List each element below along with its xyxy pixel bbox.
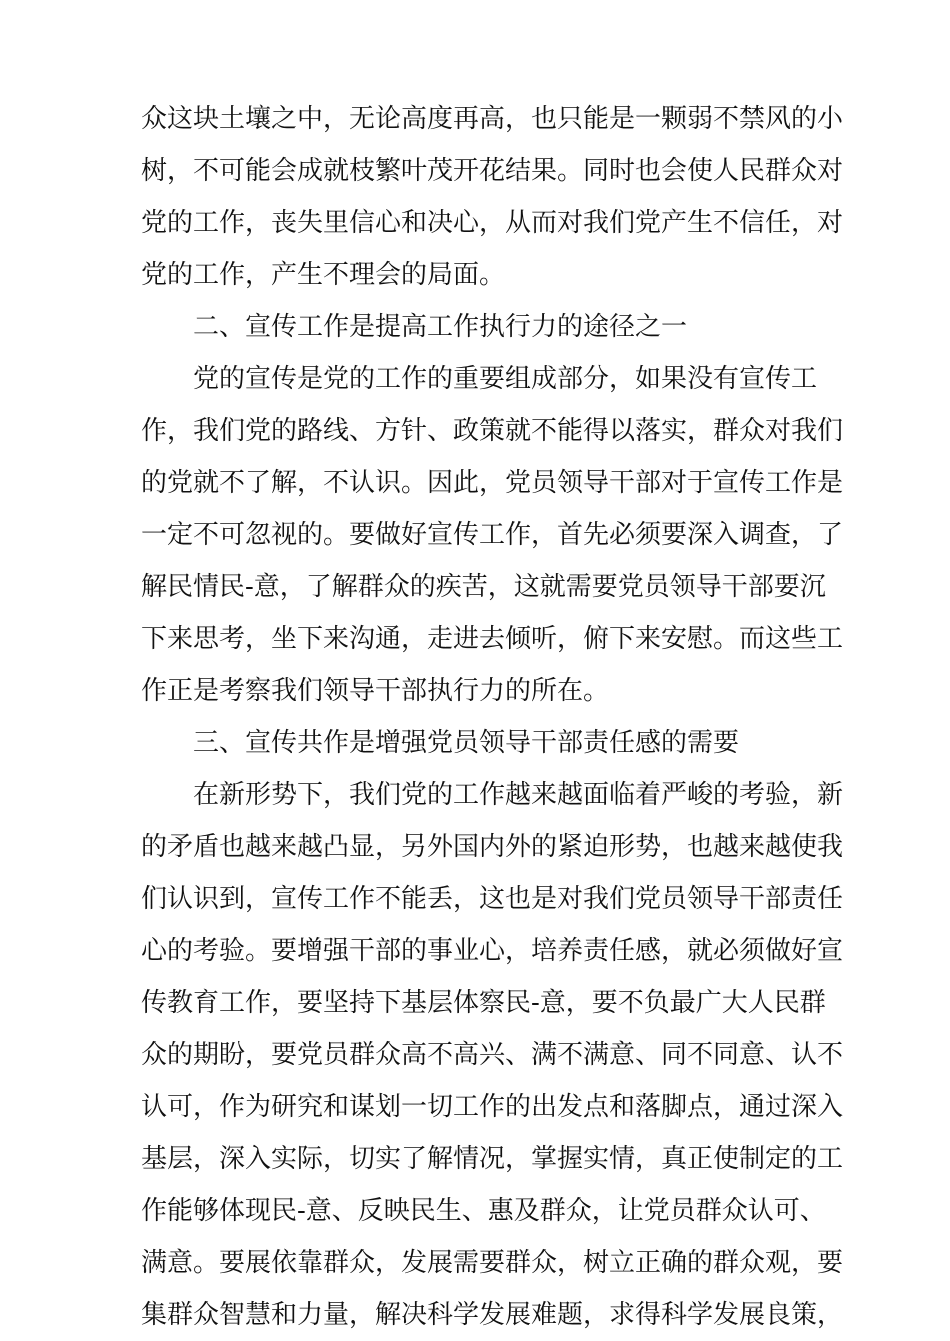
text-line: 三、宣传共作是增强党员领导干部责任感的需要 [193,728,740,758]
text-line: 心的考验。要增强干部的事业心，培养责任感，就必须做好宣 [141,936,844,966]
text-line: 作，我们党的路线、方针、政策就不能得以落实，群众对我们 [141,416,844,446]
text-line: 二、宣传工作是提高工作执行力的途径之一 [193,312,688,342]
text-line: 的矛盾也越来越凸显，另外国内外的紧迫形势，也越来越使我 [141,832,844,862]
text-line: 在新形势下，我们党的工作越来越面临着严峻的考验，新 [193,780,844,810]
document-body [141,93,844,1341]
text-line: 的党就不了解，不认识。因此，党员领导干部对于宣传工作是 [141,468,844,498]
text-line: 众这块土壤之中，无论高度再高，也只能是一颗弱不禁风的小 [141,104,844,134]
text-line: 们认识到，宣传工作不能丢，这也是对我们党员领导干部责任 [141,884,844,914]
text-line: 解民情民-意，了解群众的疾苦，这就需要党员领导干部要沉 [141,572,826,602]
text-line: 党的工作，丧失里信心和决心，从而对我们党产生不信任，对 [141,208,844,238]
text-line: 传教育工作，要坚持下基层体察民-意，要不负最广大人民群 [141,988,826,1018]
text-line: 党的工作，产生不理会的局面。 [141,260,506,290]
text-line: 下来思考，坐下来沟通，走进去倾听，俯下来安慰。而这些工 [141,624,844,654]
text-line: 一定不可忽视的。要做好宣传工作，首先必须要深入调查，了 [141,520,844,550]
text-line: 作能够体现民-意、反映民生、惠及群众，让党员群众认可、 [141,1196,826,1226]
text-line: 集群众智慧和力量，解决科学发展难题，求得科学发展良策， [141,1300,844,1330]
text-line: 满意。要展依靠群众，发展需要群众，树立正确的群众观，要 [141,1248,844,1278]
text-line: 基层，深入实际，切实了解情况，掌握实情，真正使制定的工 [141,1144,844,1174]
text-line: 树，不可能会成就枝繁叶茂开花结果。同时也会使人民群众对 [141,156,844,186]
text-line: 众的期盼，要党员群众高不高兴、满不满意、同不同意、认不 [141,1040,844,1070]
text-line: 作正是考察我们领导干部执行力的所在。 [141,676,610,706]
text-line: 认可，作为研究和谋划一切工作的出发点和落脚点，通过深入 [141,1092,844,1122]
text-line: 党的宣传是党的工作的重要组成部分，如果没有宣传工 [193,364,818,394]
